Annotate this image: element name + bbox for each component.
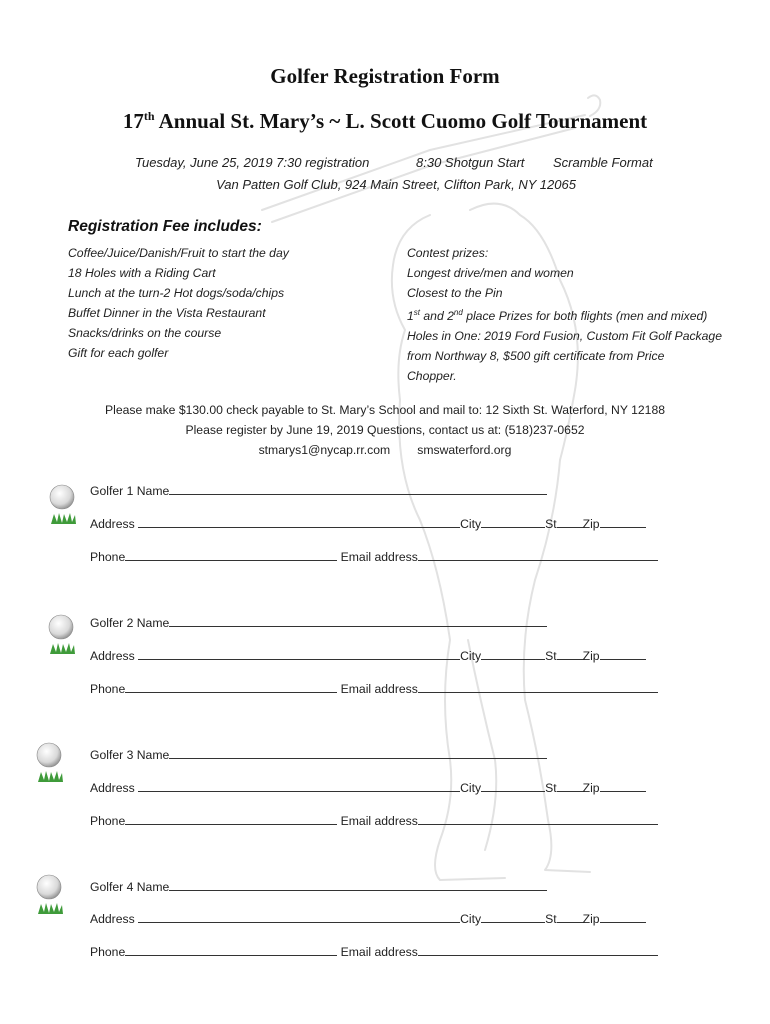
golfer-1-city-field[interactable]	[481, 515, 545, 528]
phone-label: Phone	[90, 682, 126, 696]
golfer-4-address-row	[90, 910, 646, 926]
phone-label: Phone	[90, 945, 126, 959]
golfer-2-phone-row	[90, 680, 658, 696]
golfer-4-address-field[interactable]	[138, 910, 460, 923]
list-item: Buffet Dinner in the Vista Restaurant	[68, 306, 266, 320]
registration-fee-heading: Registration Fee includes:	[68, 218, 262, 235]
contact-website: smswaterford.org	[417, 443, 512, 457]
city-label: City	[460, 517, 482, 531]
state-label: St	[545, 517, 557, 531]
golfer-1-phone-row	[90, 548, 658, 564]
name-label: Golfer 3 Name	[90, 748, 170, 762]
golfer-3-address-field[interactable]	[138, 779, 460, 792]
phone-label: Phone	[90, 814, 126, 828]
golfer-1-address-row	[90, 515, 646, 531]
golfer-3-state-field[interactable]	[557, 779, 583, 792]
contest-heading: Contest prizes:	[407, 246, 489, 260]
city-label: City	[460, 649, 482, 663]
golfer-4-phone-field[interactable]	[125, 943, 337, 956]
golfer-4-state-field[interactable]	[557, 910, 583, 923]
golfer-1-state-field[interactable]	[557, 515, 583, 528]
golf-ball-icon	[36, 742, 64, 784]
golfer-2-name-row	[90, 614, 547, 630]
state-label: St	[545, 912, 557, 926]
zip-label: Zip	[582, 912, 600, 926]
payment-instructions: Please make $130.00 check payable to St. Mary’s School and mail to: 12 Sixth St. Waterford, NY 12188	[104, 403, 666, 417]
golfer-4-zip-field[interactable]	[600, 910, 646, 923]
golfer-2-city-field[interactable]	[481, 647, 545, 660]
golfer-1-email-field[interactable]	[418, 548, 658, 561]
address-label: Address	[90, 517, 135, 531]
list-item: Chopper.	[407, 369, 457, 384]
list-item: 18 Holes with a Riding Cart	[68, 266, 216, 280]
name-label: Golfer 2 Name	[90, 616, 170, 630]
golfer-2-block	[0, 614, 770, 714]
golfer-4-name-field[interactable]	[169, 878, 547, 891]
city-label: City	[460, 781, 482, 795]
golfer-1-phone-field[interactable]	[125, 548, 337, 561]
golfer-4-name-row	[90, 878, 547, 894]
golfer-1-address-field[interactable]	[138, 515, 460, 528]
list-item: 1st and 2nd place Prizes for both flights (men and mixed)	[407, 308, 708, 324]
email-label: Email address	[340, 814, 418, 828]
golfer-1-block	[0, 482, 770, 582]
golfer-2-state-field[interactable]	[557, 647, 583, 660]
golfer-3-address-row	[90, 779, 646, 795]
golfer-2-zip-field[interactable]	[600, 647, 646, 660]
address-label: Address	[90, 912, 135, 926]
golfer-3-city-field[interactable]	[481, 779, 545, 792]
list-item: Holes in One: 2019 Ford Fusion, Custom Fit Golf Package	[407, 329, 722, 344]
golfer-3-phone-field[interactable]	[125, 812, 337, 825]
list-item: Lunch at the turn-2 Hot dogs/soda/chips	[68, 286, 285, 300]
address-label: Address	[90, 781, 135, 795]
golf-ball-icon	[48, 614, 76, 656]
fee-includes-list	[68, 243, 289, 363]
list-item: Snacks/drinks on the course	[68, 326, 222, 340]
golfer-3-name-field[interactable]	[169, 746, 547, 759]
email-label: Email address	[340, 550, 418, 564]
shotgun-start: 8:30 Shotgun Start	[416, 155, 525, 170]
golfer-4-phone-row	[90, 943, 658, 959]
state-label: St	[545, 649, 557, 663]
golfer-3-email-field[interactable]	[418, 812, 658, 825]
list-item: Longest drive/men and women	[407, 266, 574, 280]
golfer-2-email-field[interactable]	[418, 680, 658, 693]
name-label: Golfer 4 Name	[90, 880, 170, 894]
name-label: Golfer 1 Name	[90, 484, 170, 498]
contest-prizes-list	[407, 243, 722, 386]
golfer-3-block	[0, 746, 770, 846]
list-item: Coffee/Juice/Danish/Fruit to start the day	[68, 246, 289, 260]
golfer-2-address-field[interactable]	[138, 647, 460, 660]
zip-label: Zip	[582, 781, 600, 795]
zip-label: Zip	[582, 517, 600, 531]
state-label: St	[545, 781, 557, 795]
tournament-title: 17th Annual St. Mary’s ~ L. Scott Cuomo Golf Tournament	[122, 109, 648, 133]
golfer-4-block	[0, 878, 770, 978]
email-label: Email address	[340, 682, 418, 696]
golfer-1-name-field[interactable]	[169, 482, 547, 495]
list-item: Gift for each golfer	[68, 346, 169, 360]
golfer-4-email-field[interactable]	[418, 943, 658, 956]
golf-ball-icon	[36, 874, 64, 916]
event-date-time: Tuesday, June 25, 2019 7:30 registration	[135, 155, 370, 170]
registration-deadline: Please register by June 19, 2019 Questions, contact us at: (518)237-0652	[185, 423, 585, 437]
golfer-2-phone-field[interactable]	[125, 680, 337, 693]
golfer-4-city-field[interactable]	[481, 910, 545, 923]
golf-ball-icon	[49, 484, 77, 526]
zip-label: Zip	[582, 649, 600, 663]
form-title: Golfer Registration Form	[270, 64, 500, 88]
golfer-3-zip-field[interactable]	[600, 779, 646, 792]
scramble-format: Scramble Format	[553, 155, 653, 170]
city-label: City	[460, 912, 482, 926]
list-item: Closest to the Pin	[407, 286, 503, 300]
address-label: Address	[90, 649, 135, 663]
email-label: Email address	[340, 945, 418, 959]
phone-label: Phone	[90, 550, 126, 564]
golfer-1-name-row	[90, 482, 547, 498]
golfer-2-name-field[interactable]	[169, 614, 547, 627]
golfer-3-name-row	[90, 746, 547, 762]
contact-email: stmarys1@nycap.rr.com	[258, 443, 391, 457]
golfer-2-address-row	[90, 647, 646, 663]
golfer-3-phone-row	[90, 812, 658, 828]
golfer-1-zip-field[interactable]	[600, 515, 646, 528]
event-location: Van Patten Golf Club, 924 Main Street, Clifton Park, NY 12065	[216, 177, 576, 192]
contact-line	[0, 443, 770, 457]
list-item: from Northway 8, $500 gift certificate from Price	[407, 349, 665, 364]
